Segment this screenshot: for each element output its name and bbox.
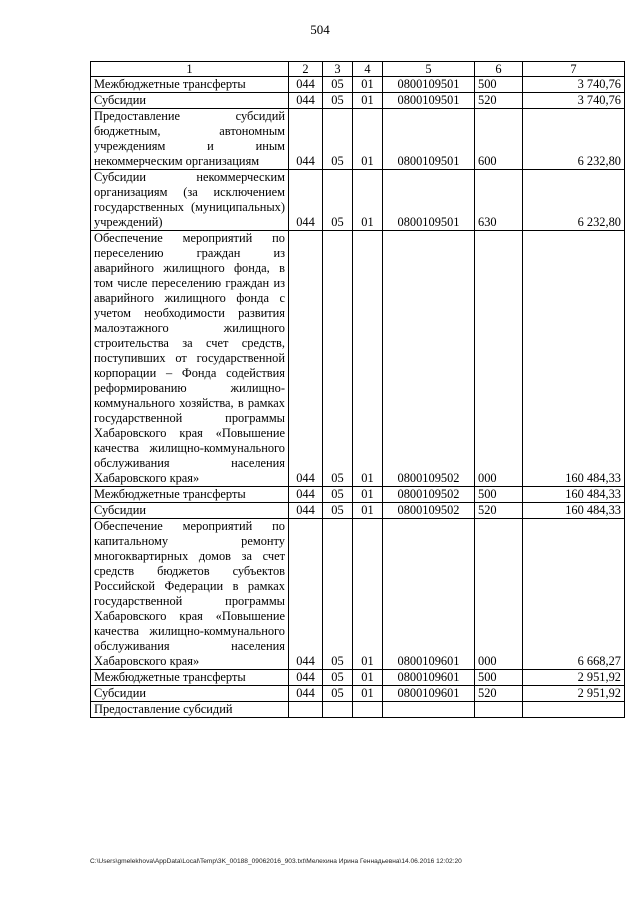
table-row (91, 519, 625, 670)
row-value-cell: 160 484,33 (523, 503, 625, 519)
column-header: 4 (353, 62, 383, 77)
row-name-cell: Субсидии (91, 503, 289, 519)
row-value-cell: 01 (353, 519, 383, 670)
row-name-cell: Субсидии некоммерческим организациям (за исключением государственных (муниципальных) учреждений) (91, 170, 289, 231)
row-value-cell: 05 (323, 519, 353, 670)
row-value-cell: 0800109601 (383, 686, 475, 702)
row-value-cell: 044 (289, 170, 323, 231)
row-value-cell: 000 (475, 231, 523, 487)
row-value-cell: 0800109501 (383, 170, 475, 231)
row-value-cell: 01 (353, 77, 383, 93)
column-header: 2 (289, 62, 323, 77)
row-value-cell: 05 (323, 170, 353, 231)
row-value-cell: 500 (475, 670, 523, 686)
row-value-cell: 05 (323, 93, 353, 109)
column-header: 3 (323, 62, 353, 77)
row-value-cell: 05 (323, 109, 353, 170)
table-row (91, 231, 625, 487)
table-row (91, 77, 625, 93)
row-value-cell (475, 702, 523, 718)
row-value-cell: 01 (353, 93, 383, 109)
row-value-cell: 0800109502 (383, 503, 475, 519)
row-value-cell: 0800109501 (383, 93, 475, 109)
row-value-cell: 01 (353, 109, 383, 170)
table-row (91, 93, 625, 109)
row-value-cell: 01 (353, 487, 383, 503)
column-header: 7 (523, 62, 625, 77)
row-value-cell: 160 484,33 (523, 231, 625, 487)
row-name-cell: Межбюджетные трансферты (91, 487, 289, 503)
row-value-cell: 500 (475, 487, 523, 503)
row-value-cell: 2 951,92 (523, 686, 625, 702)
row-value-cell (323, 702, 353, 718)
row-value-cell: 044 (289, 487, 323, 503)
table-header-row (91, 62, 625, 77)
row-value-cell: 044 (289, 503, 323, 519)
row-value-cell (289, 702, 323, 718)
row-value-cell (383, 702, 475, 718)
row-value-cell: 05 (323, 503, 353, 519)
table-row (91, 686, 625, 702)
row-value-cell: 520 (475, 93, 523, 109)
row-value-cell: 0800109501 (383, 77, 475, 93)
row-value-cell: 05 (323, 686, 353, 702)
page-number: 504 (310, 22, 330, 37)
footer-file-path: C:\Users\gmelekhova\AppData\Local\Temp\3K_00188_09062016_903.txt\Мелехина Ирина Геннадьевна\14.06.2016 12:02:20 (90, 858, 462, 865)
row-name-cell: Обеспечение мероприятий по переселению граждан из аварийного жилищного фонда, в том числе переселению граждан из аварийного жилищного фонда с учетом необходимости развития малоэтажного жилищного строительства за счет средств, поступивших от государственной корпорации – Фонда содействия реформированию жилищно-коммунального хозяйства, в рамках государственной программы Хабаровского края «Повышение качества жилищно-коммунального обслуживания населения Хабаровского края» (91, 231, 289, 487)
column-header: 1 (91, 62, 289, 77)
table-row (91, 109, 625, 170)
row-value-cell: 3 740,76 (523, 93, 625, 109)
table-row (91, 170, 625, 231)
table-row (91, 503, 625, 519)
row-value-cell: 6 668,27 (523, 519, 625, 670)
row-value-cell: 044 (289, 77, 323, 93)
row-value-cell: 01 (353, 686, 383, 702)
row-value-cell: 6 232,80 (523, 109, 625, 170)
row-value-cell: 01 (353, 503, 383, 519)
row-value-cell: 05 (323, 487, 353, 503)
row-value-cell: 044 (289, 231, 323, 487)
row-value-cell: 6 232,80 (523, 170, 625, 231)
row-value-cell: 630 (475, 170, 523, 231)
row-value-cell: 0800109601 (383, 670, 475, 686)
row-value-cell: 500 (475, 77, 523, 93)
row-value-cell: 05 (323, 77, 353, 93)
row-name-cell: Обеспечение мероприятий по капитальному ремонту многоквартирных домов за счет средств бюджетов субъектов Российской Федерации в рамках государственной программы Хабаровского края «Повышение качества жилищно-коммунального обслуживания населения Хабаровского края» (91, 519, 289, 670)
table-row (91, 670, 625, 686)
row-value-cell: 3 740,76 (523, 77, 625, 93)
budget-table (90, 61, 625, 718)
row-value-cell: 520 (475, 503, 523, 519)
row-value-cell: 044 (289, 93, 323, 109)
row-value-cell: 044 (289, 109, 323, 170)
row-value-cell (523, 702, 625, 718)
row-value-cell: 520 (475, 686, 523, 702)
table-row (91, 487, 625, 503)
row-name-cell: Субсидии (91, 686, 289, 702)
row-value-cell: 044 (289, 670, 323, 686)
row-value-cell: 044 (289, 686, 323, 702)
row-name-cell: Межбюджетные трансферты (91, 670, 289, 686)
row-name-cell: Предоставление субсидий бюджетным, автономным учреждениям и иным некоммерческим организациям (91, 109, 289, 170)
table-row (91, 702, 625, 718)
row-value-cell: 0800109601 (383, 519, 475, 670)
row-value-cell: 160 484,33 (523, 487, 625, 503)
row-name-cell: Предоставление субсидий (91, 702, 289, 718)
column-header: 5 (383, 62, 475, 77)
row-value-cell: 01 (353, 170, 383, 231)
row-value-cell: 0800109502 (383, 231, 475, 487)
row-value-cell: 2 951,92 (523, 670, 625, 686)
row-value-cell: 0800109502 (383, 487, 475, 503)
row-value-cell: 044 (289, 519, 323, 670)
row-value-cell (353, 702, 383, 718)
row-value-cell: 05 (323, 231, 353, 487)
row-value-cell: 01 (353, 231, 383, 487)
row-value-cell: 000 (475, 519, 523, 670)
row-value-cell: 05 (323, 670, 353, 686)
row-name-cell: Межбюджетные трансферты (91, 77, 289, 93)
row-name-cell: Субсидии (91, 93, 289, 109)
row-value-cell: 01 (353, 670, 383, 686)
row-value-cell: 0800109501 (383, 109, 475, 170)
table-body (91, 77, 625, 718)
column-header: 6 (475, 62, 523, 77)
row-value-cell: 600 (475, 109, 523, 170)
